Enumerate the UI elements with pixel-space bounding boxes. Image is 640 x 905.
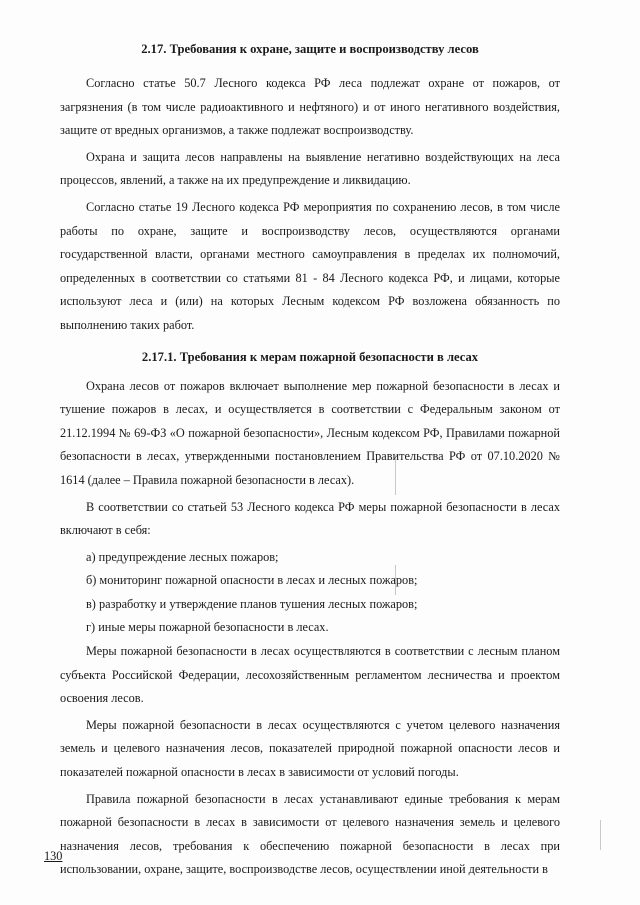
subsection-heading: 2.17.1. Требования к мерам пожарной безопасности в лесах [141, 349, 479, 364]
paragraph: Согласно статье 50.7 Лесного кодекса РФ леса подлежат охране от пожаров, от загрязнения (в том числе радиоактивного и нефтяного) и от иного негативного воздействия, защите от вредных организмов, а также подлежат воспроизводству. [60, 76, 560, 138]
list-item: б) мониторинг пожарной опасности в лесах и лесных пожаров; [86, 573, 418, 588]
paragraph: В соответствии со статьей 53 Лесного кодекса РФ меры пожарной безопасности в лесах включают в себя: [60, 499, 560, 538]
paragraph: Охрана лесов от пожаров включает выполнение мер пожарной безопасности в лесах и тушение пожаров в лесах, и осуществляется в соответствии с Федеральным законом от 21.12.1994 № 69-ФЗ «О пожарной безопасности», Лесным кодексом РФ, Правилами пожарной безопасности в лесах, утвержденными постановлением Правительства РФ от 07.10.2020 № 1614 (далее – Правила пожарной безопасности в лесах). [60, 378, 560, 487]
paragraph: Правила пожарной безопасности в лесах устанавливают единые требования к мерам пожарной безопасности в лесах в зависимости от целевого назначения земель и целевого назначения лесов, требования к обеспечению пожарной безопасности в лесах при использовании, охране, защите, воспроизводстве лесов, осуществлении иной деятельности в [60, 791, 560, 877]
section-heading: 2.17. Требования к охране, защите и воспроизводству лесов [141, 42, 479, 56]
scan-artifact-line [600, 820, 601, 850]
document-body [60, 40, 560, 885]
paragraph: Охрана и защита лесов направлены на выявление негативно воздействующих на леса процессов, явлений, а также на их предупреждение и ликвидацию. [60, 149, 560, 188]
page-number: 130 [44, 849, 63, 863]
paragraph: Согласно статье 19 Лесного кодекса РФ мероприятия по сохранению лесов, в том числе работы по охране, защите и воспроизводству лесов, осуществляются органами государственной власти, органами местного самоуправления в пределах их полномочий, определенных в соответствии со статьями 81 - 84 Лесного кодекса РФ, и лицами, которые используют леса и (или) на которых Лесным кодексом РФ возложена обязанность по выполнению таких работ. [60, 199, 560, 332]
list-item: в) разработку и утверждение планов тушения лесных пожаров; [86, 596, 418, 611]
list-item: а) предупреждение лесных пожаров; [86, 549, 279, 564]
list-item: г) иные меры пожарной безопасности в лесах. [86, 620, 329, 635]
paragraph: Меры пожарной безопасности в лесах осуществляются с учетом целевого назначения земель и целевого назначения лесов, показателей природной пожарной опасности лесов и показателей пожарной опасности в лесах в зависимости от условий погоды. [60, 717, 560, 780]
paragraph: Меры пожарной безопасности в лесах осуществляются в соответствии с лесным планом субъекта Российской Федерации, лесохозяйственным регламентом лесничества и проектом освоения лесов. [60, 644, 560, 706]
